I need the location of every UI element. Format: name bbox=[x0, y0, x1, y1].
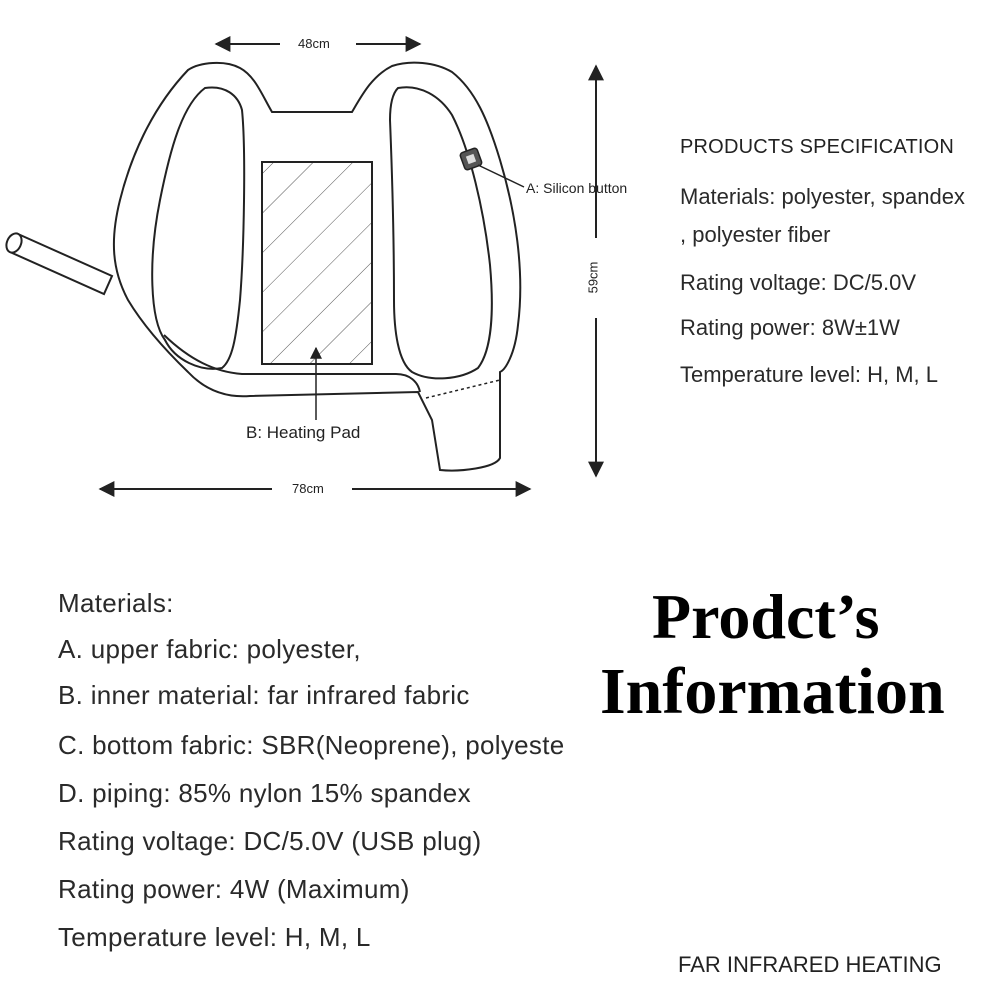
spec-materials-line1: Materials: polyester, spandex bbox=[680, 184, 965, 209]
materials-item: Temperature level: H, M, L bbox=[58, 922, 371, 952]
usb-cable bbox=[4, 231, 112, 294]
page-title-line2: Information bbox=[600, 655, 945, 728]
dim-bottom-label: 78cm bbox=[288, 481, 328, 496]
page-title-line1: Prodct’s bbox=[652, 581, 880, 652]
materials-item: Rating power: 4W (Maximum) bbox=[58, 874, 410, 904]
spec-temperature: Temperature level: H, M, L bbox=[680, 362, 938, 387]
spec-title: PRODUCTS SPECIFICATION bbox=[680, 136, 955, 158]
materials-item: D. piping: 85% nylon 15% spandex bbox=[58, 778, 471, 808]
spec-power: Rating power: 8W±1W bbox=[680, 315, 900, 340]
footer-tagline: FAR INFRARED HEATING bbox=[678, 952, 942, 977]
heating-pad bbox=[262, 162, 372, 364]
materials-item: C. bottom fabric: SBR(Neoprene), polyeste bbox=[58, 730, 565, 760]
spec-voltage: Rating voltage: DC/5.0V bbox=[680, 270, 917, 295]
materials-item: A. upper fabric: polyester, bbox=[58, 634, 361, 664]
callout-b-label: B: Heating Pad bbox=[246, 423, 361, 442]
dim-side-label: 59cm bbox=[585, 258, 600, 298]
dim-top-label: 48cm bbox=[294, 36, 334, 51]
materials-heading: Materials: bbox=[58, 588, 174, 618]
materials-item: B. inner material: far infrared fabric bbox=[58, 680, 470, 710]
spec-materials-line2: , polyester fiber bbox=[680, 222, 831, 247]
callout-a-label: A: Silicon button bbox=[526, 180, 628, 196]
materials-item: Rating voltage: DC/5.0V (USB plug) bbox=[58, 826, 482, 856]
